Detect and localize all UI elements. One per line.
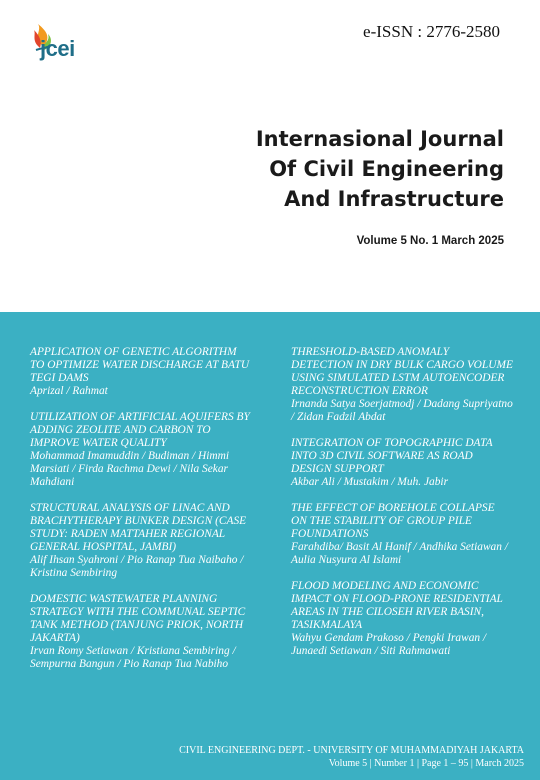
- articles-right-column: [291, 346, 513, 671]
- article-title: STRUCTURAL ANALYSIS OF LINAC AND BRACHYTHERAPY BUNKER DESIGN (CASE STUDY: RADEN MATTAHER REGIONAL GENERAL HOSPITAL, JAMBI): [30, 502, 247, 553]
- journal-title-line: And Infrastructure: [284, 187, 504, 211]
- article-title: UTILIZATION OF ARTIFICIAL AQUIFERS BY ADDING ZEOLITE AND CARBON TO IMPROVE WATER QUALITY: [30, 411, 250, 449]
- article-title: THE EFFECT OF BOREHOLE COLLAPSE ON THE STABILITY OF GROUP PILE FOUNDATIONS: [291, 502, 495, 540]
- article-authors: Mohammad Imamuddin / Budiman / Himmi Marsiati / Firda Rachma Dewi / Nila Sekar Mahdiani: [30, 450, 230, 488]
- article-entry[interactable]: [291, 502, 513, 567]
- logo-text: jcei: [40, 36, 75, 61]
- contents-band: [0, 312, 540, 780]
- article-authors: Akbar Ali / Mustakim / Muh. Jabir: [291, 476, 449, 488]
- article-authors: Aprizal / Rahmat: [30, 385, 108, 397]
- article-authors: Irnanda Satya Soerjatmodj / Dadang Supriyatno / Zidan Fadzil Abdat: [291, 398, 513, 423]
- journal-title: [256, 124, 504, 214]
- footer-issue-info: Volume 5 | Number 1 | Page 1 – 95 | March 2025: [328, 757, 524, 769]
- footer-institution: CIVIL ENGINEERING DEPT. - UNIVERSITY OF MUHAMMADIYAH JAKARTA: [179, 745, 524, 756]
- article-title: DOMESTIC WASTEWATER PLANNING STRATEGY WITH THE COMMUNAL SEPTIC TANK METHOD (TANJUNG PRIOK, NORTH JAKARTA): [30, 593, 246, 644]
- article-title: FLOOD MODELING AND ECONOMIC IMPACT ON FLOOD-PRONE RESIDENTIAL AREAS IN THE CILOSEH RIVER BASIN, TASIKMALAYA: [291, 580, 503, 631]
- article-authors: Alif Ihsan Syahroni / Pio Ranap Tua Naibaho / Kristina Sembiring: [30, 554, 244, 579]
- article-entry[interactable]: [291, 346, 513, 424]
- articles-left-column: [30, 346, 252, 684]
- cover-top: [0, 0, 540, 312]
- article-authors: Wahyu Gendam Prakoso / Pengki Irawan / Junaedi Setiawan / Siti Rahmawati: [291, 632, 487, 657]
- volume-info: Volume 5 No. 1 March 2025: [356, 235, 504, 247]
- article-title: APPLICATION OF GENETIC ALGORITHM TO OPTIMIZE WATER DISCHARGE AT BATU TEGI DAMS: [30, 346, 250, 384]
- article-entry[interactable]: [30, 502, 252, 580]
- article-entry[interactable]: [291, 580, 513, 658]
- article-title: THRESHOLD-BASED ANOMALY DETECTION IN DRY BULK CARGO VOLUME USING SIMULATED LSTM AUTOENCODER RECONSTRUCTION ERROR: [291, 346, 513, 397]
- article-entry[interactable]: [30, 593, 252, 671]
- article-entry[interactable]: [30, 411, 252, 489]
- article-authors: Farahdiba/ Basit Al Hanif / Andhika Setiawan / Aulia Nusyura Al Islami: [291, 541, 508, 566]
- article-authors: Irvan Romy Setiawan / Kristiana Sembiring / Sempurna Bangun / Pio Ranap Tua Nabiho: [30, 645, 236, 670]
- article-title: INTEGRATION OF TOPOGRAPHIC DATA INTO 3D CIVIL SOFTWARE AS ROAD DESIGN SUPPORT: [291, 437, 493, 475]
- journal-title-line: Of Civil Engineering: [269, 157, 504, 181]
- issn: e-ISSN : 2776-2580: [363, 22, 500, 41]
- cover-footer: [179, 745, 524, 770]
- article-entry[interactable]: [291, 437, 513, 489]
- journal-title-line: Internasional Journal: [255, 127, 504, 151]
- article-entry[interactable]: [30, 346, 252, 398]
